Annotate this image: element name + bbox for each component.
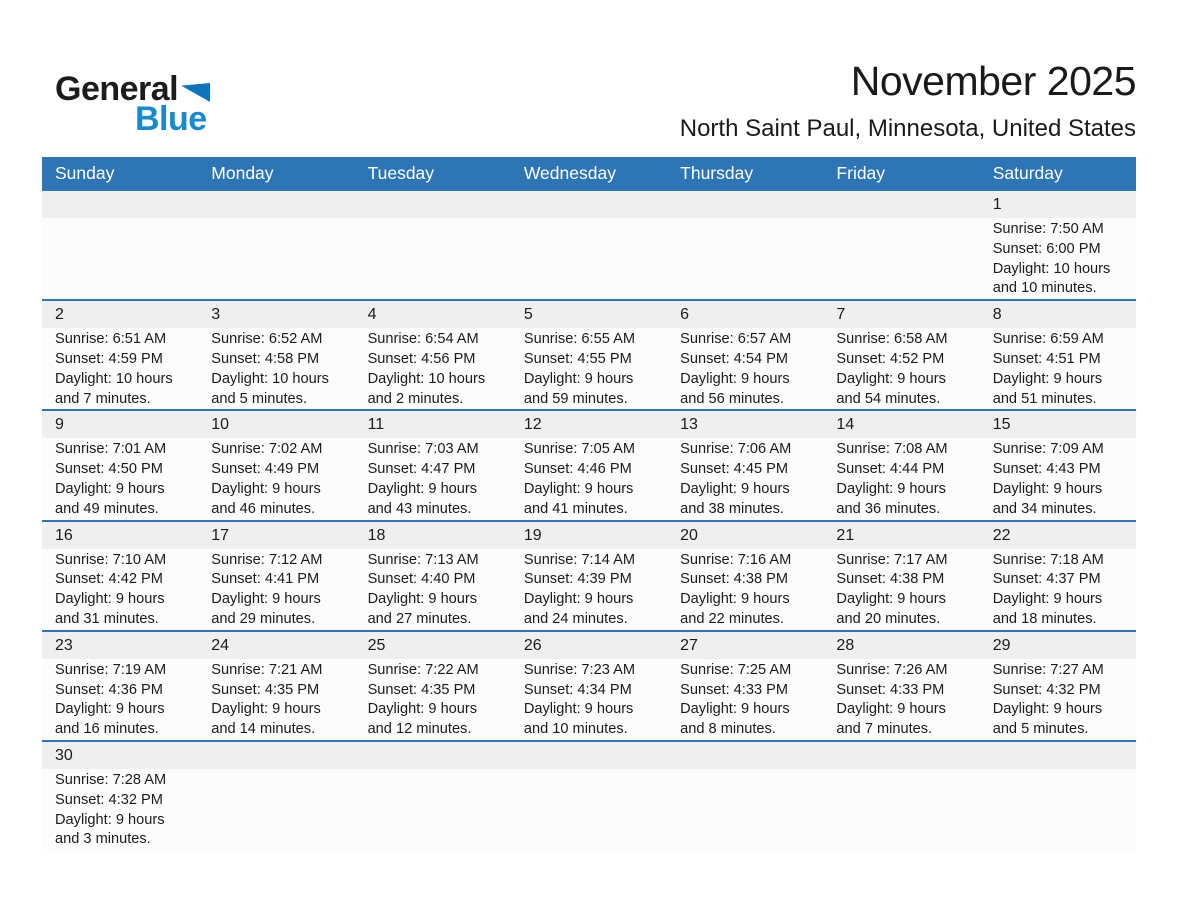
sunset-text: Sunset: 4:56 PM	[367, 350, 476, 367]
day-cell-empty	[511, 742, 667, 850]
sunrise-text: Sunrise: 6:54 AM	[367, 331, 479, 348]
sunset-text: Sunset: 4:41 PM	[211, 571, 320, 588]
day-number: 16	[42, 522, 198, 549]
daylight-text: Daylight: 9 hours and 18 minutes.	[992, 591, 1103, 627]
day-cell-15	[980, 411, 1136, 519]
day-cell-empty	[42, 191, 198, 299]
sunrise-text: Sunrise: 7:14 AM	[523, 551, 635, 568]
day-number: 29	[980, 632, 1136, 659]
day-details	[980, 659, 1136, 740]
daylight-text: Daylight: 9 hours and 31 minutes.	[55, 591, 165, 627]
day-details	[198, 769, 354, 850]
day-cell-1	[980, 191, 1136, 299]
day-details	[42, 218, 198, 299]
daylight-text: Daylight: 9 hours and 41 minutes.	[523, 480, 634, 517]
daylight-text: Daylight: 9 hours and 29 minutes.	[211, 591, 321, 627]
day-number: 15	[980, 411, 1136, 438]
day-details	[198, 438, 354, 519]
day-number: 11	[355, 411, 511, 438]
day-details	[823, 328, 979, 409]
day-number: 13	[667, 411, 823, 438]
day-details	[667, 328, 823, 409]
day-details	[42, 769, 198, 850]
day-cell-empty	[823, 742, 979, 850]
sunset-text: Sunset: 4:40 PM	[367, 571, 476, 588]
day-number: 22	[980, 522, 1136, 549]
day-details	[823, 659, 979, 740]
daylight-text: Daylight: 9 hours and 56 minutes.	[680, 370, 790, 407]
day-cell-empty	[667, 742, 823, 850]
day-number: 12	[511, 411, 667, 438]
weekday-header-thursday: Thursday	[680, 163, 754, 183]
day-cell-empty	[511, 191, 667, 299]
day-number: 8	[980, 301, 1136, 328]
day-details	[980, 438, 1136, 519]
day-number	[667, 742, 823, 769]
sunset-text: Sunset: 4:33 PM	[680, 681, 789, 698]
day-number: 9	[42, 411, 198, 438]
sunset-text: Sunset: 4:33 PM	[836, 681, 945, 698]
day-cell-9	[42, 411, 198, 519]
day-cell-empty	[823, 191, 979, 299]
day-details	[198, 218, 354, 299]
day-cell-17	[198, 522, 354, 630]
day-details	[198, 659, 354, 740]
sunset-text: Sunset: 4:42 PM	[55, 571, 163, 588]
sunset-text: Sunset: 4:32 PM	[55, 791, 163, 808]
daylight-text: Daylight: 9 hours and 54 minutes.	[836, 370, 946, 407]
daylight-text: Daylight: 9 hours and 27 minutes.	[367, 591, 478, 627]
sunset-text: Sunset: 4:43 PM	[992, 461, 1101, 478]
sunrise-text: Sunrise: 6:59 AM	[992, 331, 1104, 348]
day-cell-21	[823, 522, 979, 630]
day-cell-empty	[198, 742, 354, 850]
day-cell-3	[198, 301, 354, 409]
day-number: 7	[823, 301, 979, 328]
title-block	[400, 58, 1136, 143]
day-number	[355, 742, 511, 769]
day-number: 5	[511, 301, 667, 328]
day-details	[667, 438, 823, 519]
day-cell-4	[355, 301, 511, 409]
daylight-text: Daylight: 9 hours and 22 minutes.	[680, 591, 790, 627]
sunrise-text: Sunrise: 7:27 AM	[992, 661, 1104, 678]
weeks-container	[42, 189, 1136, 850]
sunrise-text: Sunrise: 6:58 AM	[836, 331, 948, 348]
day-details	[667, 659, 823, 740]
day-number	[198, 191, 354, 218]
sunrise-text: Sunrise: 7:23 AM	[523, 661, 635, 678]
day-details	[980, 549, 1136, 630]
day-details	[511, 218, 667, 299]
day-number: 24	[198, 632, 354, 659]
week-row	[42, 299, 1136, 409]
day-details	[355, 549, 511, 630]
weekday-header-saturday: Saturday	[992, 163, 1063, 183]
day-details	[980, 769, 1136, 850]
day-details	[42, 438, 198, 519]
sunrise-text: Sunrise: 7:05 AM	[523, 441, 635, 458]
calendar-grid	[42, 157, 1136, 850]
sunrise-text: Sunrise: 7:13 AM	[367, 551, 479, 568]
day-number: 3	[198, 301, 354, 328]
day-cell-empty	[355, 742, 511, 850]
sunset-text: Sunset: 4:59 PM	[55, 350, 163, 367]
day-number: 30	[42, 742, 198, 769]
weekday-header-monday: Monday	[211, 163, 274, 183]
daylight-text: Daylight: 9 hours and 14 minutes.	[211, 701, 321, 738]
day-number: 19	[511, 522, 667, 549]
day-number: 14	[823, 411, 979, 438]
day-number: 23	[42, 632, 198, 659]
day-details	[355, 218, 511, 299]
day-cell-16	[42, 522, 198, 630]
sunrise-text: Sunrise: 7:16 AM	[680, 551, 792, 568]
day-cell-19	[511, 522, 667, 630]
day-cell-28	[823, 632, 979, 740]
sunrise-text: Sunrise: 7:10 AM	[55, 551, 167, 568]
daylight-text: Daylight: 9 hours and 3 minutes.	[55, 811, 165, 848]
daylight-text: Daylight: 9 hours and 20 minutes.	[836, 591, 946, 627]
week-row	[42, 630, 1136, 740]
daylight-text: Daylight: 10 hours and 2 minutes.	[367, 370, 486, 407]
sunrise-text: Sunrise: 7:25 AM	[680, 661, 792, 678]
day-details	[511, 328, 667, 409]
sunset-text: Sunset: 4:32 PM	[992, 681, 1101, 698]
daylight-text: Daylight: 9 hours and 38 minutes.	[680, 480, 790, 517]
sunrise-text: Sunrise: 6:51 AM	[55, 331, 167, 348]
day-cell-24	[198, 632, 354, 740]
sunrise-text: Sunrise: 7:12 AM	[211, 551, 323, 568]
day-cell-26	[511, 632, 667, 740]
day-details	[980, 328, 1136, 409]
day-details	[980, 218, 1136, 299]
day-cell-empty	[198, 191, 354, 299]
sunset-text: Sunset: 4:52 PM	[836, 350, 945, 367]
day-number: 28	[823, 632, 979, 659]
day-details	[42, 659, 198, 740]
day-number: 6	[667, 301, 823, 328]
week-row	[42, 409, 1136, 519]
sunrise-text: Sunrise: 7:02 AM	[211, 441, 323, 458]
sunrise-text: Sunrise: 7:19 AM	[55, 661, 167, 678]
day-cell-empty	[667, 191, 823, 299]
sunrise-text: Sunrise: 6:52 AM	[211, 331, 323, 348]
page-subtitle: North Saint Paul, Minnesota, United States	[679, 115, 1136, 142]
day-number: 17	[198, 522, 354, 549]
day-details	[355, 769, 511, 850]
day-cell-empty	[980, 742, 1136, 850]
sunrise-text: Sunrise: 7:26 AM	[836, 661, 948, 678]
day-cell-13	[667, 411, 823, 519]
day-cell-30	[42, 742, 198, 850]
sunrise-text: Sunrise: 7:06 AM	[680, 441, 792, 458]
day-number: 25	[355, 632, 511, 659]
day-cell-6	[667, 301, 823, 409]
sunrise-text: Sunrise: 6:55 AM	[523, 331, 635, 348]
weekday-header-tuesday: Tuesday	[367, 163, 435, 183]
day-details	[42, 549, 198, 630]
sunset-text: Sunset: 4:36 PM	[55, 681, 163, 698]
sunset-text: Sunset: 4:44 PM	[836, 461, 945, 478]
daylight-text: Daylight: 9 hours and 51 minutes.	[992, 370, 1103, 407]
weekday-header-wednesday: Wednesday	[523, 163, 616, 183]
day-cell-29	[980, 632, 1136, 740]
day-details	[667, 769, 823, 850]
day-number	[355, 191, 511, 218]
general-blue-logo	[55, 72, 210, 136]
page-title: November 2025	[850, 58, 1136, 104]
day-details	[511, 438, 667, 519]
day-number	[980, 742, 1136, 769]
sunrise-text: Sunrise: 6:57 AM	[680, 331, 792, 348]
day-details	[511, 549, 667, 630]
day-number	[42, 191, 198, 218]
daylight-text: Daylight: 10 hours and 10 minutes.	[992, 260, 1111, 297]
sunrise-text: Sunrise: 7:03 AM	[367, 441, 479, 458]
daylight-text: Daylight: 9 hours and 24 minutes.	[523, 591, 634, 627]
week-row	[42, 189, 1136, 299]
sunset-text: Sunset: 4:45 PM	[680, 461, 789, 478]
sunset-text: Sunset: 4:35 PM	[211, 681, 320, 698]
day-cell-27	[667, 632, 823, 740]
day-details	[198, 549, 354, 630]
daylight-text: Daylight: 9 hours and 43 minutes.	[367, 480, 478, 517]
day-details	[667, 549, 823, 630]
sunrise-text: Sunrise: 7:09 AM	[992, 441, 1104, 458]
sunset-text: Sunset: 6:00 PM	[992, 240, 1101, 257]
sunset-text: Sunset: 4:55 PM	[523, 350, 632, 367]
day-cell-empty	[355, 191, 511, 299]
sunrise-text: Sunrise: 7:50 AM	[992, 221, 1104, 237]
daylight-text: Daylight: 9 hours and 12 minutes.	[367, 701, 478, 738]
day-cell-2	[42, 301, 198, 409]
sunset-text: Sunset: 4:39 PM	[523, 571, 632, 588]
day-number: 27	[667, 632, 823, 659]
day-details	[355, 659, 511, 740]
sunrise-text: Sunrise: 7:01 AM	[55, 441, 167, 458]
weekday-header-row	[42, 157, 1136, 189]
day-cell-10	[198, 411, 354, 519]
sunset-text: Sunset: 4:50 PM	[55, 461, 163, 478]
day-number: 4	[355, 301, 511, 328]
sunset-text: Sunset: 4:38 PM	[680, 571, 789, 588]
sunrise-text: Sunrise: 7:17 AM	[836, 551, 948, 568]
daylight-text: Daylight: 9 hours and 36 minutes.	[836, 480, 946, 517]
day-number: 1	[980, 191, 1136, 218]
daylight-text: Daylight: 9 hours and 5 minutes.	[992, 701, 1103, 738]
day-cell-25	[355, 632, 511, 740]
day-number: 21	[823, 522, 979, 549]
sunrise-text: Sunrise: 7:22 AM	[367, 661, 479, 678]
day-cell-14	[823, 411, 979, 519]
sunset-text: Sunset: 4:49 PM	[211, 461, 320, 478]
day-number	[823, 742, 979, 769]
day-details	[511, 659, 667, 740]
sunset-text: Sunset: 4:54 PM	[680, 350, 789, 367]
day-details	[823, 218, 979, 299]
day-number	[667, 191, 823, 218]
sunrise-text: Sunrise: 7:18 AM	[992, 551, 1104, 568]
sunset-text: Sunset: 4:47 PM	[367, 461, 476, 478]
day-cell-8	[980, 301, 1136, 409]
sunset-text: Sunset: 4:34 PM	[523, 681, 632, 698]
day-cell-18	[355, 522, 511, 630]
day-details	[667, 218, 823, 299]
day-number: 18	[355, 522, 511, 549]
daylight-text: Daylight: 10 hours and 5 minutes.	[211, 370, 329, 407]
daylight-text: Daylight: 9 hours and 16 minutes.	[55, 701, 165, 738]
weekday-header-sunday: Sunday	[55, 163, 115, 183]
sunrise-text: Sunrise: 7:21 AM	[211, 661, 323, 678]
daylight-text: Daylight: 9 hours and 59 minutes.	[523, 370, 634, 407]
sunset-text: Sunset: 4:38 PM	[836, 571, 945, 588]
sunset-text: Sunset: 4:58 PM	[211, 350, 320, 367]
day-cell-11	[355, 411, 511, 519]
daylight-text: Daylight: 9 hours and 10 minutes.	[523, 701, 634, 738]
day-details	[823, 769, 979, 850]
day-details	[823, 438, 979, 519]
day-details	[823, 549, 979, 630]
daylight-text: Daylight: 9 hours and 34 minutes.	[992, 480, 1103, 517]
day-cell-22	[980, 522, 1136, 630]
weekday-header-friday: Friday	[836, 163, 886, 183]
daylight-text: Daylight: 10 hours and 7 minutes.	[55, 370, 173, 407]
day-details	[42, 328, 198, 409]
logo-text-blue: Blue	[135, 100, 207, 138]
logo-text-general: General	[55, 70, 179, 108]
day-number	[511, 742, 667, 769]
daylight-text: Daylight: 9 hours and 7 minutes.	[836, 701, 946, 738]
sunset-text: Sunset: 4:51 PM	[992, 350, 1101, 367]
sunrise-text: Sunrise: 7:08 AM	[836, 441, 948, 458]
daylight-text: Daylight: 9 hours and 8 minutes.	[680, 701, 790, 738]
week-row	[42, 740, 1136, 850]
day-details	[511, 769, 667, 850]
day-cell-5	[511, 301, 667, 409]
day-number	[198, 742, 354, 769]
day-details	[355, 438, 511, 519]
week-row	[42, 520, 1136, 630]
day-details	[198, 328, 354, 409]
day-cell-23	[42, 632, 198, 740]
daylight-text: Daylight: 9 hours and 49 minutes.	[55, 480, 165, 517]
day-number: 20	[667, 522, 823, 549]
day-number: 10	[198, 411, 354, 438]
day-number	[823, 191, 979, 218]
sunrise-text: Sunrise: 7:28 AM	[55, 771, 167, 788]
day-cell-20	[667, 522, 823, 630]
sunset-text: Sunset: 4:46 PM	[523, 461, 632, 478]
day-details	[355, 328, 511, 409]
sunset-text: Sunset: 4:37 PM	[992, 571, 1101, 588]
day-number: 26	[511, 632, 667, 659]
day-number: 2	[42, 301, 198, 328]
sunset-text: Sunset: 4:35 PM	[367, 681, 476, 698]
day-cell-7	[823, 301, 979, 409]
day-number	[511, 191, 667, 218]
daylight-text: Daylight: 9 hours and 46 minutes.	[211, 480, 321, 517]
day-cell-12	[511, 411, 667, 519]
